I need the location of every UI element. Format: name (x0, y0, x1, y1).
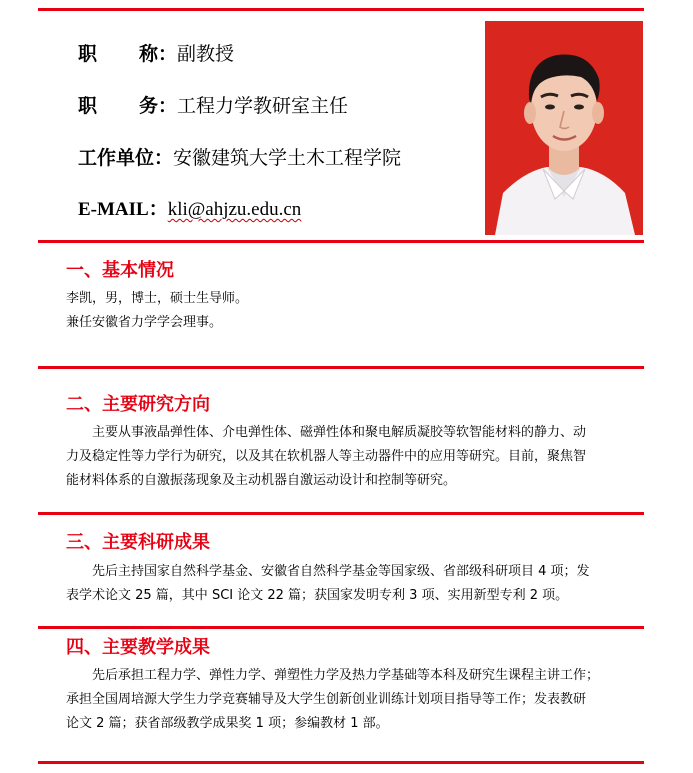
position-value: 工程力学教研室主任 (177, 95, 349, 117)
email-link[interactable]: kli@ahjzu.edu.cn (167, 199, 302, 220)
position-row (78, 94, 348, 118)
unit-value: 安徽建筑大学土木工程学院 (173, 147, 402, 169)
paragraph-line: 承担全国周培源大学生力学竞赛辅导及大学生创新创业训练计划项目指导等工作；发表教研 (66, 692, 587, 707)
section-body-basic-info (66, 287, 644, 335)
top-divider (38, 8, 644, 11)
unit-row (78, 146, 401, 170)
bottom-divider (38, 761, 644, 764)
section-body-teaching-results (66, 664, 644, 736)
unit-label: 工作单位： (78, 147, 174, 169)
profile-divider (38, 240, 644, 243)
section-title-teaching-results: 四、主要教学成果 (66, 637, 210, 658)
email-row (78, 197, 301, 222)
paragraph-line: 主要从事液晶弹性体、介电弹性体、磁弹性体和聚电解质凝胶等软智能材料的静力、动 (66, 425, 587, 440)
section-divider (38, 512, 644, 515)
paragraph-line: 兼任安徽省力学学会理事。 (66, 315, 223, 330)
title-label: 职 称： (78, 43, 178, 65)
portrait-illustration (485, 21, 643, 235)
title-value: 副教授 (177, 43, 235, 65)
paragraph-line: 论文 2 篇；获省部级教学成果奖 1 项；参编教材 1 部。 (66, 716, 389, 731)
paragraph-line: 力及稳定性等力学行为研究，以及其在软机器人等主动器件中的应用等研究。目前，聚焦智 (66, 449, 587, 464)
position-label: 职 务： (78, 95, 178, 117)
section-body-research-results (66, 560, 644, 608)
email-label: E-MAIL： (78, 199, 168, 220)
paragraph-line: 先后承担工程力学、弹性力学、弹塑性力学及热力学基础等本科及研究生课程主讲工作； (66, 668, 600, 683)
portrait-photo (485, 21, 643, 235)
title-row (78, 42, 234, 66)
paragraph-line: 表学术论文 25 篇，其中 SCI 论文 22 篇；获国家发明专利 3 项、实用新型专利 2 项。 (66, 588, 569, 603)
paragraph-line: 先后主持国家自然科学基金、安徽省自然科学基金等国家级、省部级科研项目 4 项；发 (66, 564, 590, 579)
section-divider (38, 366, 644, 369)
paragraph-line: 李凯，男，博士，硕士生导师。 (66, 291, 249, 306)
section-title-basic-info: 一、基本情况 (66, 260, 174, 281)
section-title-research-results: 三、主要科研成果 (66, 532, 210, 553)
section-divider (38, 626, 644, 629)
paragraph-line: 能材料体系的自激振荡现象及主动机器自激运动设计和控制等研究。 (66, 473, 457, 488)
section-body-research-direction (66, 421, 644, 493)
section-title-research-direction: 二、主要研究方向 (66, 394, 210, 415)
